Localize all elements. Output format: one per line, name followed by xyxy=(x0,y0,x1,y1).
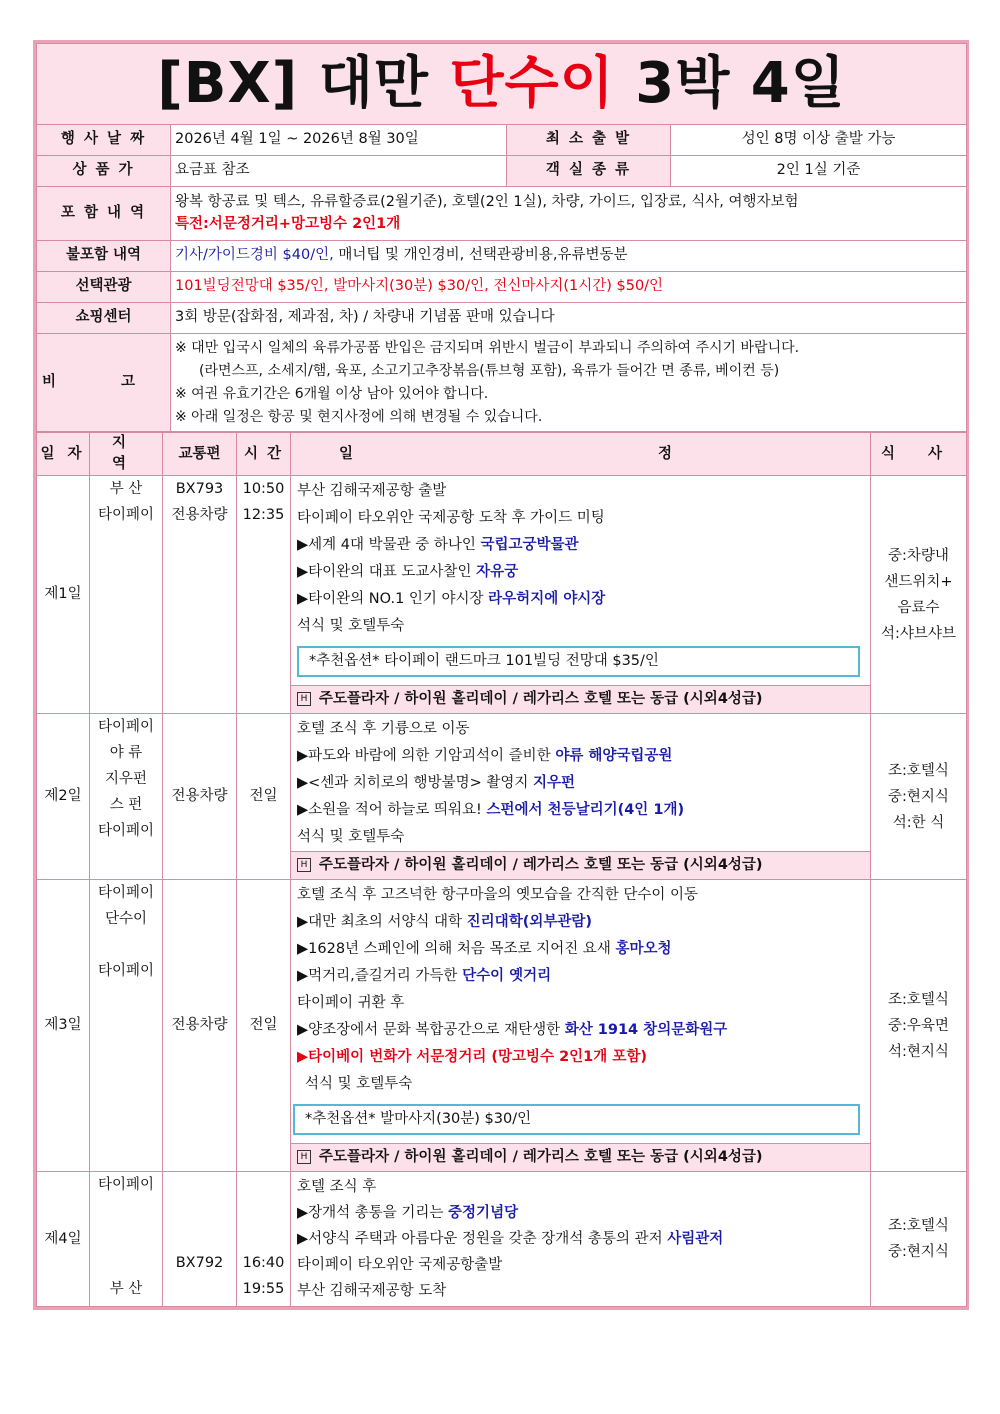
day-row xyxy=(37,476,967,686)
transport: 전용차량 xyxy=(171,507,228,524)
schedule-line: ▶세계 4대 박물관 중 하나인 국립고궁박물관 xyxy=(297,537,579,554)
option-value: 101빌딩전망대 $35/인, 발마사지(30분) $30/인, 전신마사지(1시간) $50/인 xyxy=(171,272,967,303)
schedule-line: 부산 김해국제공항 출발 xyxy=(297,483,447,500)
time xyxy=(237,1224,290,1250)
region xyxy=(90,932,162,958)
region: 타이페이 xyxy=(97,507,155,524)
page-title xyxy=(37,44,967,125)
min-departure-value: 성인 8명 이상 출발 가능 xyxy=(671,125,967,156)
day-schedule xyxy=(291,476,871,686)
hotel-icon: H xyxy=(297,692,311,706)
schedule-highlight: 화산 1914 창의문화원구 xyxy=(564,1022,728,1039)
recommended-option-box: *추천옵션* 타이페이 랜드마크 101빌딩 전망대 $35/인 xyxy=(297,646,860,677)
schedule-highlight: 라우허지에 야시장 xyxy=(488,591,606,608)
exclude-label: 불포함 내역 xyxy=(37,241,171,272)
schedule-table xyxy=(36,432,967,1307)
region xyxy=(90,1250,162,1276)
meal: 음료수 xyxy=(897,599,940,616)
meal: 조:호텔식 xyxy=(888,762,949,779)
meal: 석:현지식 xyxy=(888,1043,949,1060)
title-suffix: 3박 4일 xyxy=(635,51,846,116)
schedule-line: 석식 및 호텔투숙 xyxy=(305,1076,413,1093)
hotel-icon: H xyxy=(297,1150,311,1164)
meal: 조:호텔식 xyxy=(888,1218,949,1235)
header-region: 지 역 xyxy=(90,433,163,476)
transport: BX793 xyxy=(175,481,224,498)
meal: 석:샤브샤브 xyxy=(881,625,956,642)
min-departure-label: 최 소 출 발 xyxy=(507,125,671,156)
schedule-line: ▶1628년 스페인에 의해 처음 목조로 지어진 요새 홍마오청 xyxy=(297,941,672,958)
day-transport xyxy=(163,1172,237,1307)
day-transport: 전용차량 xyxy=(163,714,237,880)
schedule-special: ▶타이베이 번화가 서문정거리 (망고빙수 2인1개 포함) xyxy=(297,1049,647,1066)
hotel-icon: H xyxy=(297,858,311,872)
header-meal: 식 사 xyxy=(871,433,967,476)
shop-label: 쇼핑센터 xyxy=(37,303,171,334)
day-regions xyxy=(90,476,163,714)
schedule-highlight: 지우펀 xyxy=(532,775,576,792)
day-meals xyxy=(871,1172,967,1307)
notes-cell xyxy=(171,334,967,432)
room-label: 객 실 종 류 xyxy=(507,156,671,187)
day-times xyxy=(237,476,291,714)
day-schedule xyxy=(291,1172,871,1307)
schedule-line: 부산 김해국제공항 도착 xyxy=(297,1283,447,1300)
note-label: 비 고 xyxy=(37,334,171,432)
region: 단수이 xyxy=(104,911,148,928)
header-day: 일 자 xyxy=(37,433,90,476)
day-row xyxy=(37,880,967,1144)
schedule-line: ▶먹거리,즐길거리 가득한 단수이 옛거리 xyxy=(297,968,552,985)
day-regions xyxy=(90,714,163,880)
recommended-option-box: *추천옵션* 발마사지(30분) $30/인 xyxy=(293,1104,860,1135)
schedule-line: ▶장개석 총통을 기리는 중정기념당 xyxy=(297,1205,519,1222)
header-schedule: 일 정 xyxy=(291,433,871,476)
time xyxy=(237,1198,290,1224)
region: 야 류 xyxy=(109,745,143,762)
region xyxy=(90,1198,162,1224)
hotel-text: 주도플라자 / 하이원 홀리데이 / 레가리스 호텔 또는 동급 (시외4성급) xyxy=(319,857,763,874)
day-meals xyxy=(871,880,967,1172)
region: 타이페이 xyxy=(97,1177,155,1194)
schedule-line: ▶양조장에서 문화 복합공간으로 재탄생한 화산 1914 창의문화원구 xyxy=(297,1022,728,1039)
time: 12:35 xyxy=(242,507,285,524)
schedule-line: ▶타이완의 대표 도교사찰인 자유궁 xyxy=(297,564,519,581)
schedule-header-row xyxy=(37,433,967,476)
time: 16:40 xyxy=(242,1255,285,1272)
region xyxy=(90,1224,162,1250)
day-schedule xyxy=(291,714,871,852)
schedule-line: 석식 및 호텔투숙 xyxy=(297,618,405,635)
transport: BX792 xyxy=(175,1255,224,1272)
region: 지우펀 xyxy=(104,771,148,788)
header-time: 시 간 xyxy=(237,433,291,476)
schedule-highlight: 자유궁 xyxy=(476,564,519,581)
schedule-line: 호텔 조식 후 기륭으로 이동 xyxy=(297,721,470,738)
time xyxy=(237,1172,290,1198)
itinerary-document xyxy=(33,40,969,1310)
price-value: 요금표 참조 xyxy=(171,156,507,187)
meal: 중:현지식 xyxy=(888,1244,949,1261)
day-row xyxy=(37,714,967,852)
schedule-highlight: 중정기념당 xyxy=(448,1205,519,1222)
schedule-line: 타이페이 귀환 후 xyxy=(297,995,405,1012)
shop-value: 3회 방문(잡화점, 제과점, 차) / 차량내 기념품 판매 있습니다 xyxy=(171,303,967,334)
exclude-rest: 매너팁 및 개인경비, 선택관광비용,유류변동분 xyxy=(333,247,628,264)
include-label: 포 함 내 역 xyxy=(37,187,171,241)
note-line: ※ 여권 유효기간은 6개월 이상 남아 있어야 합니다. xyxy=(175,385,489,402)
period-label: 행 사 날 짜 xyxy=(37,125,171,156)
region: 타이페이 xyxy=(97,885,155,902)
day-times: 전일 xyxy=(237,880,291,1172)
schedule-highlight: 스펀에서 천등날리기(4인 1개) xyxy=(486,802,685,819)
schedule-line: ▶파도와 바람에 의한 기암괴석이 즐비한 야류 해양국립공원 xyxy=(297,748,673,765)
transport xyxy=(163,1276,236,1302)
day-times xyxy=(237,1172,291,1307)
day-transport: 전용차량 xyxy=(163,880,237,1172)
schedule-highlight: 국립고궁박물관 xyxy=(480,537,579,554)
meal: 중:차량내 xyxy=(888,547,949,564)
period-value: 2026년 4월 1일 ~ 2026년 8월 30일 xyxy=(171,125,507,156)
schedule-line: 호텔 조식 후 고즈넉한 항구마을의 옛모습을 간직한 단수이 이동 xyxy=(297,887,699,904)
day-schedule xyxy=(291,880,871,1144)
option-label: 선택관광 xyxy=(37,272,171,303)
transport xyxy=(163,1172,236,1198)
schedule-highlight: 사림관저 xyxy=(667,1231,724,1248)
note-line: (라면스프, 소세지/햄, 육포, 소고기고추장볶음(튜브형 포함), 육류가 들어간 면 종류, 베이컨 등) xyxy=(199,362,780,379)
schedule-line: ▶타이완의 NO.1 인기 야시장 라우허지에 야시장 xyxy=(297,591,606,608)
schedule-line: 호텔 조식 후 xyxy=(297,1179,377,1196)
exclude-cell xyxy=(171,241,967,272)
schedule-highlight: 진리대학(외부관람) xyxy=(466,914,592,931)
schedule-line: ▶소원을 적어 하늘로 띄워요! 스펀에서 천등날리기(4인 1개) xyxy=(297,802,685,819)
day-meals xyxy=(871,476,967,714)
schedule-line: ▶대만 최초의 서양식 대학 진리대학(외부관람) xyxy=(297,914,592,931)
day-label: 제4일 xyxy=(37,1172,90,1307)
region: 부 산 xyxy=(109,481,143,498)
day-regions xyxy=(90,1172,163,1307)
schedule-line: 타이페이 타오위안 국제공항출발 xyxy=(297,1257,503,1274)
room-value: 2인 1실 기준 xyxy=(671,156,967,187)
include-value: 왕복 항공료 및 텍스, 유류할증료(2월기준), 호텔(2인 1실), 차량, 가이드, 입장료, 식사, 여행자보험 xyxy=(175,194,799,211)
schedule-line xyxy=(297,1044,866,1071)
schedule-highlight: 야류 해양국립공원 xyxy=(555,748,673,765)
day-meals xyxy=(871,714,967,880)
exclude-highlight: 기사/가이드경비 $40/인, xyxy=(175,247,334,264)
day-times: 전일 xyxy=(237,714,291,880)
meal: 조:호텔식 xyxy=(888,991,949,1008)
transport xyxy=(163,1224,236,1250)
time: 10:50 xyxy=(242,481,285,498)
price-label: 상 품 가 xyxy=(37,156,171,187)
region: 스 펀 xyxy=(109,797,143,814)
header-transport: 교통편 xyxy=(163,433,237,476)
transport xyxy=(163,1198,236,1224)
day-regions xyxy=(90,880,163,1172)
header-table xyxy=(36,43,967,432)
day-row xyxy=(37,1172,967,1307)
day-label: 제2일 xyxy=(37,714,90,880)
hotel-text: 주도플라자 / 하이원 홀리데이 / 레가리스 호텔 또는 동급 (시외4성급) xyxy=(319,691,763,708)
region: 타이페이 xyxy=(97,963,155,980)
region: 부 산 xyxy=(109,1281,143,1298)
region: 타이페이 xyxy=(97,823,155,840)
region: 타이페이 xyxy=(97,719,155,736)
day-transport xyxy=(163,476,237,714)
meal: 석:한 식 xyxy=(892,814,945,831)
title-highlight: 단수이 xyxy=(449,51,615,116)
note-line: ※ 아래 일정은 항공 및 현지사정에 의해 변경될 수 있습니다. xyxy=(175,408,543,425)
meal: 중:현지식 xyxy=(888,788,949,805)
schedule-line: 타이페이 타오위안 국제공항 도착 후 가이드 미팅 xyxy=(297,510,605,527)
include-cell xyxy=(171,187,967,241)
include-special: 특전:서문정거리+망고빙수 2인1개 xyxy=(175,215,401,232)
schedule-line: ▶<센과 치히로의 행방불명> 촬영지 지우펀 xyxy=(297,775,576,792)
meal: 샌드위치+ xyxy=(884,573,953,590)
title-prefix: [BX] 대만 xyxy=(157,51,429,116)
schedule-highlight: 단수이 옛거리 xyxy=(462,968,552,985)
schedule-line: 석식 및 호텔투숙 xyxy=(297,829,405,846)
schedule-line: ▶서양식 주택과 아름다운 정원을 갖춘 장개석 총통의 관저 사림관저 xyxy=(297,1231,724,1248)
day-label: 제1일 xyxy=(37,476,90,714)
schedule-highlight: 홍마오청 xyxy=(615,941,672,958)
time: 19:55 xyxy=(242,1281,285,1298)
meal: 중:우육면 xyxy=(888,1017,949,1034)
note-line: ※ 대만 입국시 일체의 육류가공품 반입은 금지되며 위반시 벌금이 부과되니 주의하여 주시기 바랍니다. xyxy=(175,339,800,356)
day-label: 제3일 xyxy=(37,880,90,1172)
hotel-text: 주도플라자 / 하이원 홀리데이 / 레가리스 호텔 또는 동급 (시외4성급) xyxy=(319,1149,763,1166)
